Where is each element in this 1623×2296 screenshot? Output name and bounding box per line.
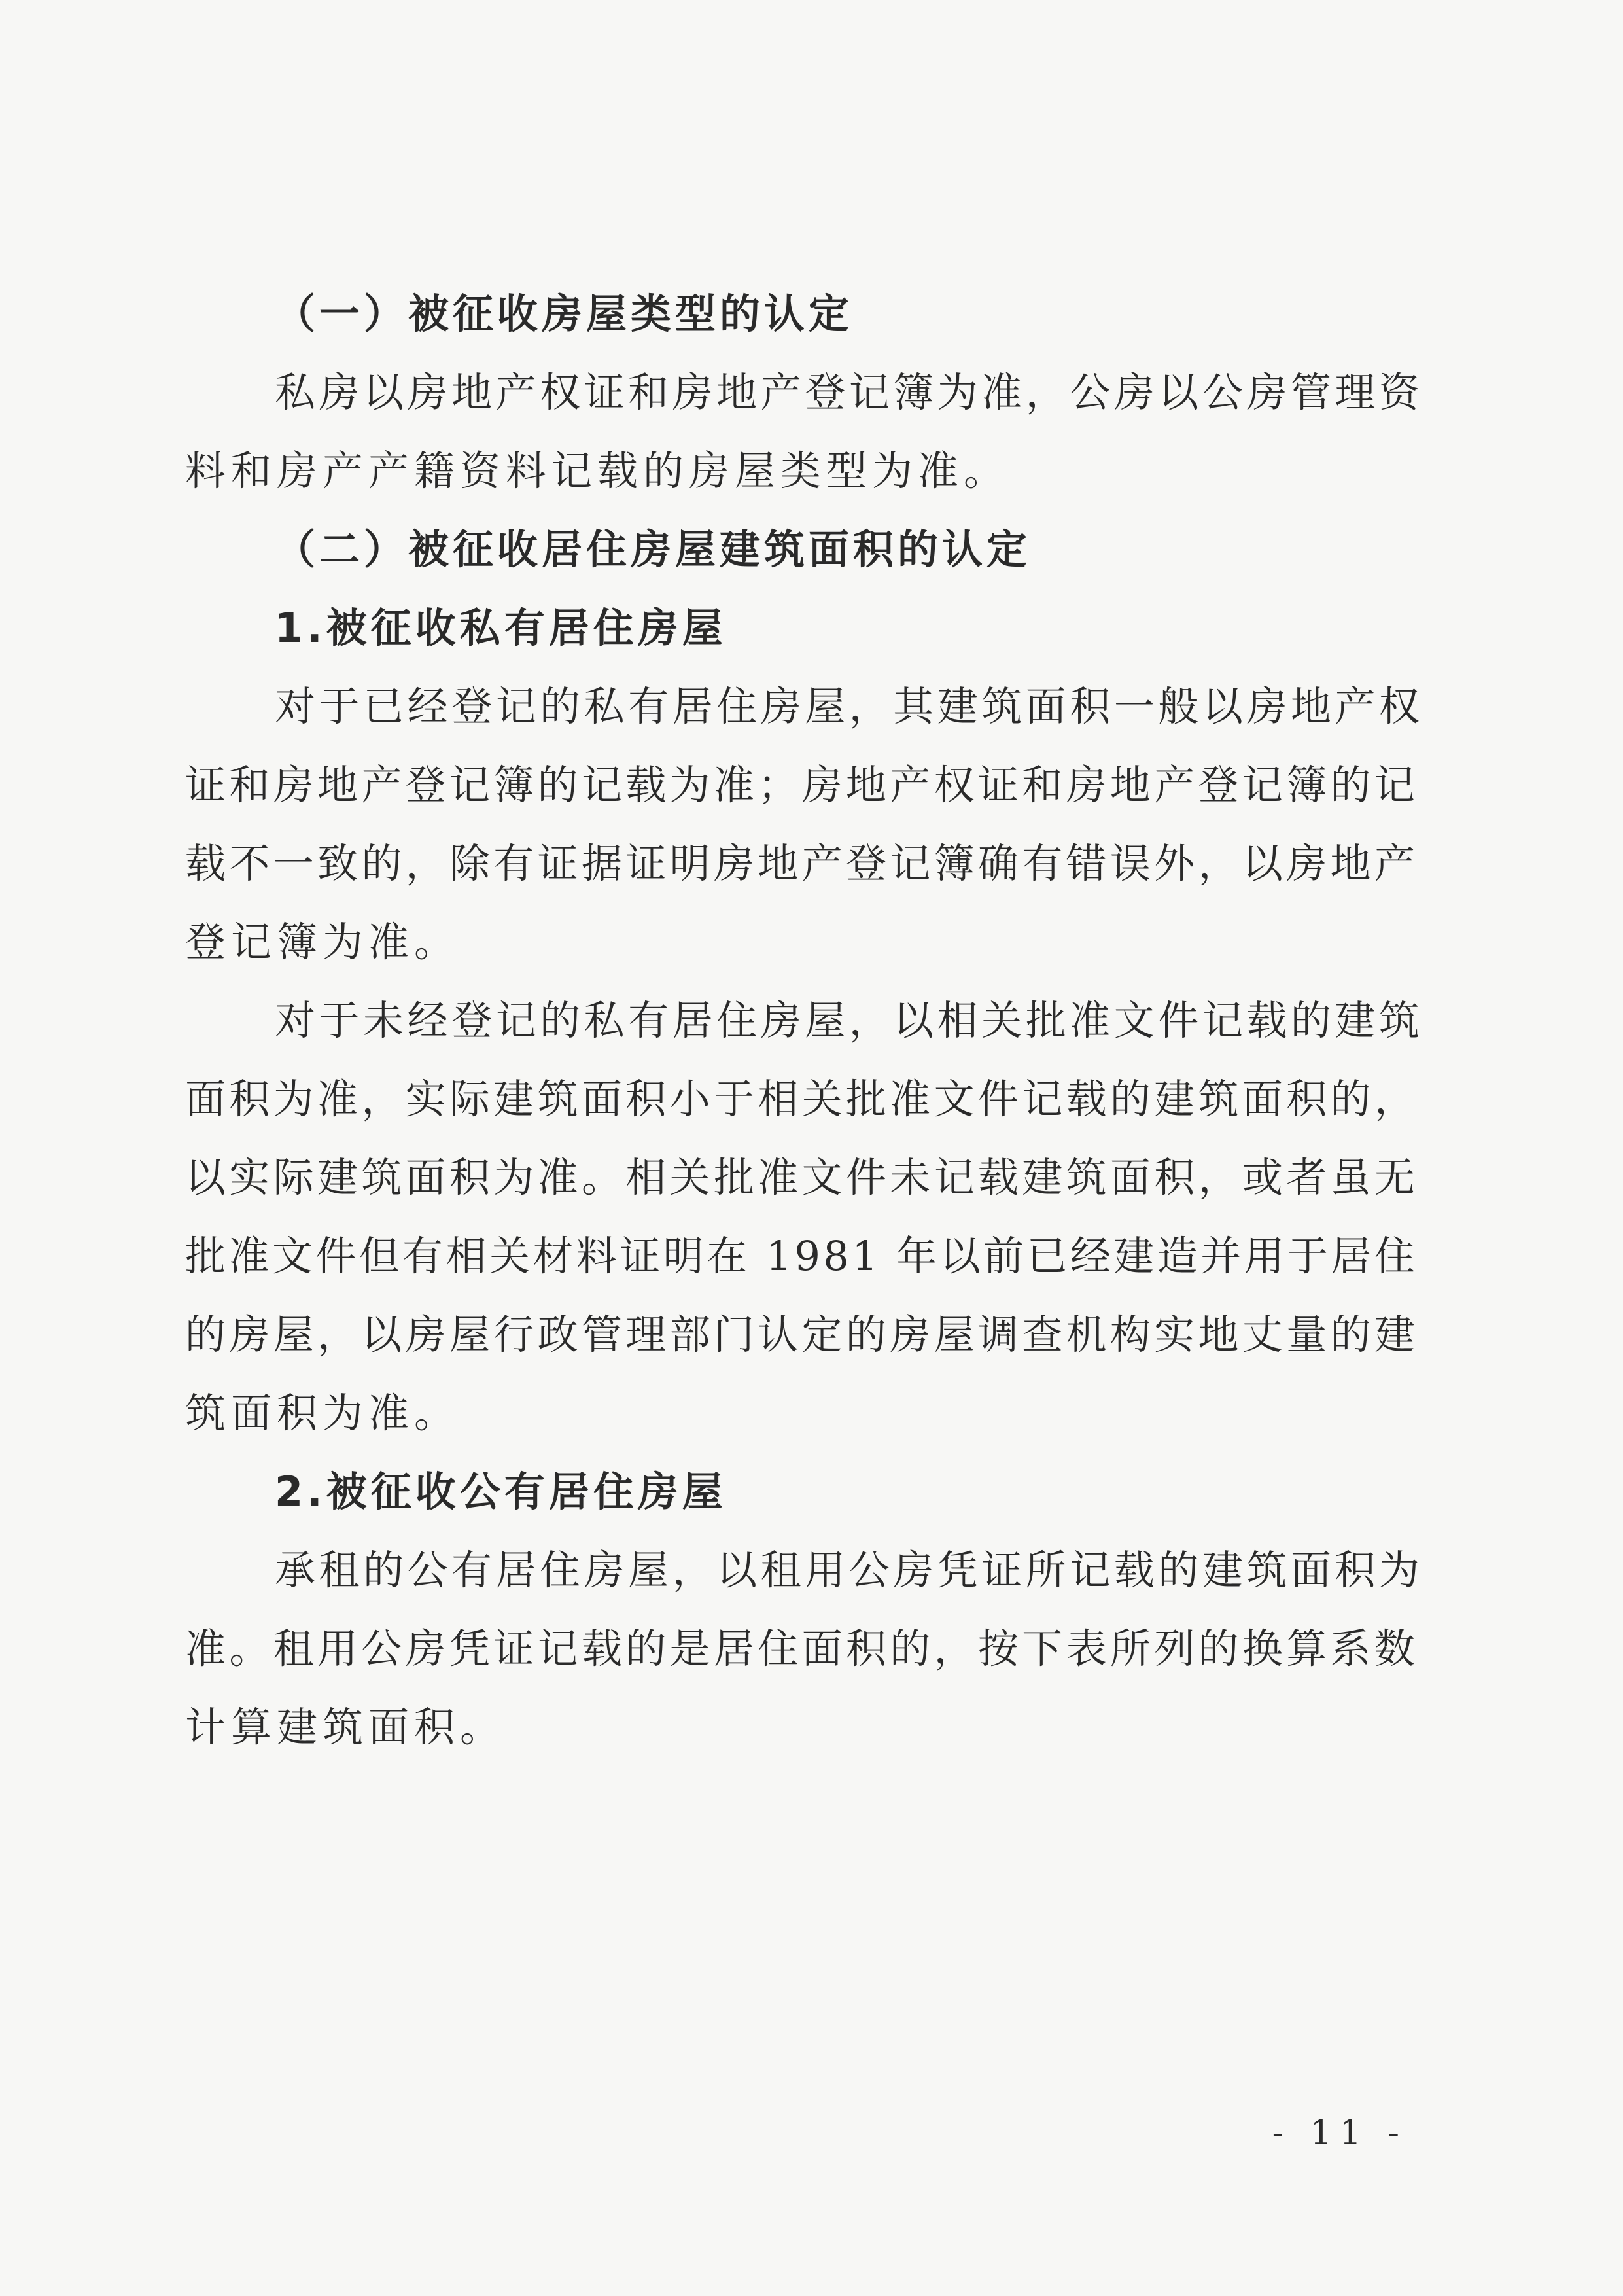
paragraph-line: 筑面积为准。 bbox=[185, 1389, 461, 1437]
paragraph-line: 的 房 屋 ， 以 房 屋 行 政 管 理 部 门 认 定 的 房 屋 调 查 机 构 实 地 丈 量 的 建 bbox=[185, 1311, 1415, 1358]
section-heading-floor-area: （二）被征收居住房屋建筑面积的认定 bbox=[275, 525, 1032, 573]
section-heading-house-type: （一）被征收房屋类型的认定 bbox=[275, 290, 854, 338]
paragraph-line: 对 于 已 经 登 记 的 私 有 居 住 房 屋 ， 其 建 筑 面 积 一 般 以 房 地 产 权 bbox=[275, 682, 1420, 730]
paragraph-line: 批 准 文 件 但 有 相 关 材 料 证 明 在 1 9 8 1 年 以 前 已 经 建 造 并 用 于 居 住 bbox=[185, 1232, 1415, 1280]
paragraph-line: 以 实 际 建 筑 面 积 为 准 。 相 关 批 准 文 件 未 记 载 建 筑 面 积 ， 或 者 虽 无 bbox=[185, 1154, 1415, 1201]
paragraph-line: 载 不 一 致 的 ， 除 有 证 据 证 明 房 地 产 登 记 簿 确 有 错 误 外 ， 以 房 地 产 bbox=[185, 839, 1415, 887]
paragraph-line: 计算建筑面积。 bbox=[185, 1703, 506, 1751]
paragraph-line: 对 于 未 经 登 记 的 私 有 居 住 房 屋 ， 以 相 关 批 准 文 件 记 载 的 建 筑 bbox=[275, 997, 1420, 1044]
page-number: - 11 - bbox=[1272, 2113, 1407, 2153]
subheading-private-housing: 1.被征收私有居住房屋 bbox=[275, 604, 727, 652]
paragraph-line: 面 积 为 准 ， 实 际 建 筑 面 积 小 于 相 关 批 准 文 件 记 载 的 建 筑 面 积 的 ， bbox=[185, 1075, 1415, 1123]
subheading-public-housing: 2.被征收公有居住房屋 bbox=[275, 1468, 727, 1515]
paragraph-line: 料和房产产籍资料记载的房屋类型为准。 bbox=[185, 447, 1010, 495]
paragraph-line: 承 租 的 公 有 居 住 房 屋 ， 以 租 用 公 房 凭 证 所 记 载 的 建 筑 面 积 为 bbox=[275, 1546, 1420, 1594]
paragraph-line: 证 和 房 地 产 登 记 簿 的 记 载 为 准 ； 房 地 产 权 证 和 房 地 产 登 记 簿 的 记 bbox=[185, 761, 1415, 809]
paragraph-line: 准 。 租 用 公 房 凭 证 记 载 的 是 居 住 面 积 的 ， 按 下 表 所 列 的 换 算 系 数 bbox=[185, 1625, 1415, 1672]
paragraph-line: 登记簿为准。 bbox=[185, 918, 461, 966]
paragraph-line: 私 房 以 房 地 产 权 证 和 房 地 产 登 记 簿 为 准 ， 公 房 以 公 房 管 理 资 bbox=[275, 368, 1420, 416]
